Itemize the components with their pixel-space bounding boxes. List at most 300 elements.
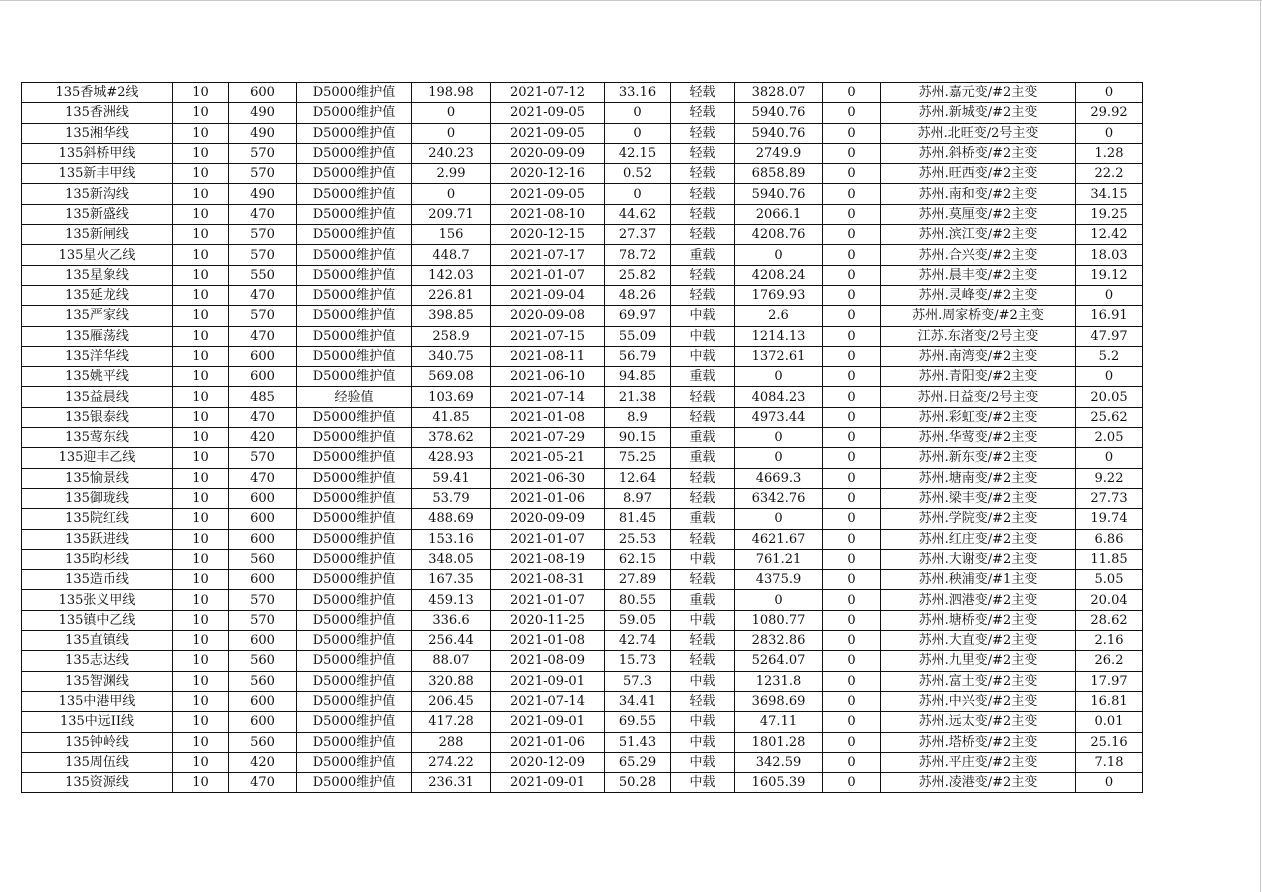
margin-cell: 5940.76 — [735, 123, 823, 143]
table-row — [22, 164, 1143, 184]
rated-current-cell: 470 — [229, 204, 297, 224]
transformer-cell: 苏州.华莺变/#2主变 — [881, 428, 1076, 448]
line-name-cell: 135智渊线 — [22, 671, 173, 691]
transformer-cell: 苏州.新城变/#2主变 — [881, 103, 1076, 123]
transformer-cell: 苏州.凌港变/#2主变 — [881, 773, 1076, 793]
load-status-cell: 轻载 — [671, 691, 735, 711]
current-value-cell: 0 — [412, 184, 491, 204]
table-row — [22, 468, 1143, 488]
date-cell: 2021-05-21 — [491, 448, 605, 468]
current-value-cell: 340.75 — [412, 346, 491, 366]
zero-cell: 0 — [823, 204, 881, 224]
voltage-cell: 10 — [173, 407, 229, 427]
line-name-cell: 135益晨线 — [22, 387, 173, 407]
rate-cell: 1.28 — [1076, 143, 1143, 163]
transformer-cell: 苏州.大直变/#2主变 — [881, 631, 1076, 651]
transformer-cell: 苏州.九里变/#2主变 — [881, 651, 1076, 671]
line-name-cell: 135迎丰乙线 — [22, 448, 173, 468]
line-name-cell: 135钟岭线 — [22, 732, 173, 752]
table-row — [22, 367, 1143, 387]
rate-cell: 28.62 — [1076, 610, 1143, 630]
date-cell: 2021-09-01 — [491, 773, 605, 793]
load-status-cell: 中载 — [671, 549, 735, 569]
rated-current-cell: 600 — [229, 346, 297, 366]
current-value-cell: 53.79 — [412, 488, 491, 508]
table-row — [22, 651, 1143, 671]
zero-cell: 0 — [823, 225, 881, 245]
zero-cell: 0 — [823, 590, 881, 610]
voltage-cell: 10 — [173, 651, 229, 671]
rate-cell: 34.15 — [1076, 184, 1143, 204]
zero-cell: 0 — [823, 306, 881, 326]
current-value-cell: 256.44 — [412, 631, 491, 651]
voltage-cell: 10 — [173, 326, 229, 346]
zero-cell: 0 — [823, 671, 881, 691]
rated-current-cell: 560 — [229, 651, 297, 671]
table-row — [22, 143, 1143, 163]
rated-current-cell: 550 — [229, 265, 297, 285]
zero-cell: 0 — [823, 428, 881, 448]
source-cell: 经验值 — [297, 387, 412, 407]
source-cell: D5000维护值 — [297, 428, 412, 448]
transformer-cell: 苏州.中兴变/#2主变 — [881, 691, 1076, 711]
transformer-cell: 苏州.青阳变/#2主变 — [881, 367, 1076, 387]
date-cell: 2020-11-25 — [491, 610, 605, 630]
zero-cell: 0 — [823, 143, 881, 163]
load-status-cell: 中载 — [671, 346, 735, 366]
voltage-cell: 10 — [173, 285, 229, 305]
zero-cell: 0 — [823, 549, 881, 569]
date-cell: 2021-09-01 — [491, 671, 605, 691]
load-status-cell: 重载 — [671, 448, 735, 468]
load-rate-cell: 50.28 — [605, 773, 671, 793]
date-cell: 2021-01-07 — [491, 265, 605, 285]
load-status-cell: 轻载 — [671, 631, 735, 651]
rate-cell: 2.16 — [1076, 631, 1143, 651]
line-name-cell: 135志达线 — [22, 651, 173, 671]
current-value-cell: 459.13 — [412, 590, 491, 610]
transformer-cell: 苏州.新东变/#2主变 — [881, 448, 1076, 468]
line-name-cell: 135香洲线 — [22, 103, 173, 123]
margin-cell: 5264.07 — [735, 651, 823, 671]
margin-cell: 1372.61 — [735, 346, 823, 366]
table-row — [22, 245, 1143, 265]
rate-cell: 2.05 — [1076, 428, 1143, 448]
rate-cell: 16.91 — [1076, 306, 1143, 326]
table-row — [22, 83, 1143, 103]
transformer-cell: 苏州.斜桥变/#2主变 — [881, 143, 1076, 163]
margin-cell: 761.21 — [735, 549, 823, 569]
rated-current-cell: 560 — [229, 671, 297, 691]
current-value-cell: 348.05 — [412, 549, 491, 569]
load-rate-cell: 25.82 — [605, 265, 671, 285]
current-value-cell: 226.81 — [412, 285, 491, 305]
load-rate-cell: 80.55 — [605, 590, 671, 610]
rate-cell: 19.12 — [1076, 265, 1143, 285]
load-rate-cell: 94.85 — [605, 367, 671, 387]
load-status-cell: 中载 — [671, 306, 735, 326]
load-status-cell: 轻载 — [671, 651, 735, 671]
transformer-cell: 苏州.塔桥变/#2主变 — [881, 732, 1076, 752]
table-row — [22, 184, 1143, 204]
margin-cell: 2066.1 — [735, 204, 823, 224]
load-rate-cell: 27.37 — [605, 225, 671, 245]
rate-cell: 25.62 — [1076, 407, 1143, 427]
line-name-cell: 135湘华线 — [22, 123, 173, 143]
source-cell: D5000维护值 — [297, 732, 412, 752]
source-cell: D5000维护值 — [297, 468, 412, 488]
table-row — [22, 773, 1143, 793]
load-rate-cell: 25.53 — [605, 529, 671, 549]
rate-cell: 19.74 — [1076, 509, 1143, 529]
table-row — [22, 428, 1143, 448]
date-cell: 2021-07-29 — [491, 428, 605, 448]
load-status-cell: 轻载 — [671, 488, 735, 508]
line-name-cell: 135愉景线 — [22, 468, 173, 488]
line-name-cell: 135新沟线 — [22, 184, 173, 204]
voltage-cell: 10 — [173, 610, 229, 630]
data-table — [21, 82, 1143, 793]
line-name-cell: 135姚平线 — [22, 367, 173, 387]
voltage-cell: 10 — [173, 184, 229, 204]
current-value-cell: 0 — [412, 123, 491, 143]
line-name-cell: 135银泰线 — [22, 407, 173, 427]
voltage-cell: 10 — [173, 590, 229, 610]
date-cell: 2021-08-09 — [491, 651, 605, 671]
source-cell: D5000维护值 — [297, 367, 412, 387]
load-status-cell: 轻载 — [671, 143, 735, 163]
margin-cell: 47.11 — [735, 712, 823, 732]
voltage-cell: 10 — [173, 712, 229, 732]
load-rate-cell: 51.43 — [605, 732, 671, 752]
source-cell: D5000维护值 — [297, 488, 412, 508]
source-cell: D5000维护值 — [297, 671, 412, 691]
line-name-cell: 135严家线 — [22, 306, 173, 326]
table-row — [22, 123, 1143, 143]
margin-cell: 1801.28 — [735, 732, 823, 752]
transformer-cell: 苏州.周家桥变/#2主变 — [881, 306, 1076, 326]
source-cell: D5000维护值 — [297, 549, 412, 569]
line-name-cell: 135镇中乙线 — [22, 610, 173, 630]
load-rate-cell: 55.09 — [605, 326, 671, 346]
load-status-cell: 轻载 — [671, 387, 735, 407]
date-cell: 2020-09-08 — [491, 306, 605, 326]
source-cell: D5000维护值 — [297, 204, 412, 224]
transformer-cell: 苏州.平庄变/#2主变 — [881, 752, 1076, 772]
load-rate-cell: 34.41 — [605, 691, 671, 711]
rate-cell: 12.42 — [1076, 225, 1143, 245]
load-status-cell: 中载 — [671, 671, 735, 691]
rated-current-cell: 485 — [229, 387, 297, 407]
zero-cell: 0 — [823, 570, 881, 590]
voltage-cell: 10 — [173, 570, 229, 590]
zero-cell: 0 — [823, 691, 881, 711]
rated-current-cell: 470 — [229, 773, 297, 793]
zero-cell: 0 — [823, 245, 881, 265]
date-cell: 2021-07-15 — [491, 326, 605, 346]
line-name-cell: 135斜桥甲线 — [22, 143, 173, 163]
voltage-cell: 10 — [173, 225, 229, 245]
margin-cell: 5940.76 — [735, 103, 823, 123]
source-cell: D5000维护值 — [297, 509, 412, 529]
load-status-cell: 重载 — [671, 590, 735, 610]
current-value-cell: 142.03 — [412, 265, 491, 285]
date-cell: 2021-07-14 — [491, 691, 605, 711]
rated-current-cell: 600 — [229, 488, 297, 508]
date-cell: 2021-08-31 — [491, 570, 605, 590]
voltage-cell: 10 — [173, 488, 229, 508]
source-cell: D5000维护值 — [297, 712, 412, 732]
line-name-cell: 135新丰甲线 — [22, 164, 173, 184]
source-cell: D5000维护值 — [297, 285, 412, 305]
rated-current-cell: 600 — [229, 367, 297, 387]
table-row — [22, 631, 1143, 651]
current-value-cell: 153.16 — [412, 529, 491, 549]
load-rate-cell: 8.97 — [605, 488, 671, 508]
current-value-cell: 41.85 — [412, 407, 491, 427]
table-row — [22, 610, 1143, 630]
date-cell: 2021-09-05 — [491, 123, 605, 143]
line-name-cell: 135跃进线 — [22, 529, 173, 549]
voltage-cell: 10 — [173, 549, 229, 569]
rate-cell: 27.73 — [1076, 488, 1143, 508]
table-row — [22, 671, 1143, 691]
table-row — [22, 529, 1143, 549]
margin-cell: 0 — [735, 448, 823, 468]
date-cell: 2021-01-07 — [491, 590, 605, 610]
margin-cell: 3698.69 — [735, 691, 823, 711]
rated-current-cell: 570 — [229, 164, 297, 184]
transformer-cell: 苏州.南和变/#2主变 — [881, 184, 1076, 204]
load-status-cell: 轻载 — [671, 184, 735, 204]
date-cell: 2020-12-16 — [491, 164, 605, 184]
margin-cell: 6342.76 — [735, 488, 823, 508]
source-cell: D5000维护值 — [297, 83, 412, 103]
source-cell: D5000维护值 — [297, 326, 412, 346]
rated-current-cell: 600 — [229, 509, 297, 529]
rate-cell: 6.86 — [1076, 529, 1143, 549]
rated-current-cell: 470 — [229, 407, 297, 427]
zero-cell: 0 — [823, 103, 881, 123]
voltage-cell: 10 — [173, 83, 229, 103]
table-row — [22, 387, 1143, 407]
voltage-cell: 10 — [173, 123, 229, 143]
load-status-cell: 重载 — [671, 428, 735, 448]
transformer-cell: 苏州.学院变/#2主变 — [881, 509, 1076, 529]
margin-cell: 4375.9 — [735, 570, 823, 590]
line-name-cell: 135新闸线 — [22, 225, 173, 245]
load-rate-cell: 90.15 — [605, 428, 671, 448]
line-name-cell: 135昀杉线 — [22, 549, 173, 569]
source-cell: D5000维护值 — [297, 407, 412, 427]
load-status-cell: 轻载 — [671, 570, 735, 590]
voltage-cell: 10 — [173, 631, 229, 651]
source-cell: D5000维护值 — [297, 570, 412, 590]
rate-cell: 0 — [1076, 285, 1143, 305]
transformer-cell: 江苏.东渚变/2号主变 — [881, 326, 1076, 346]
zero-cell: 0 — [823, 651, 881, 671]
current-value-cell: 156 — [412, 225, 491, 245]
zero-cell: 0 — [823, 387, 881, 407]
source-cell: D5000维护值 — [297, 631, 412, 651]
zero-cell: 0 — [823, 184, 881, 204]
source-cell: D5000维护值 — [297, 610, 412, 630]
load-status-cell: 重载 — [671, 245, 735, 265]
margin-cell: 0 — [735, 245, 823, 265]
source-cell: D5000维护值 — [297, 346, 412, 366]
voltage-cell: 10 — [173, 509, 229, 529]
table-row — [22, 407, 1143, 427]
source-cell: D5000维护值 — [297, 306, 412, 326]
source-cell: D5000维护值 — [297, 773, 412, 793]
load-status-cell: 轻载 — [671, 83, 735, 103]
load-rate-cell: 44.62 — [605, 204, 671, 224]
transformer-cell: 苏州.合兴变/#2主变 — [881, 245, 1076, 265]
current-value-cell: 206.45 — [412, 691, 491, 711]
current-value-cell: 209.71 — [412, 204, 491, 224]
source-cell: D5000维护值 — [297, 184, 412, 204]
date-cell: 2021-07-17 — [491, 245, 605, 265]
transformer-cell: 苏州.旺西变/#2主变 — [881, 164, 1076, 184]
date-cell: 2021-01-08 — [491, 407, 605, 427]
table-body — [22, 83, 1143, 793]
line-name-cell: 135星火乙线 — [22, 245, 173, 265]
zero-cell: 0 — [823, 448, 881, 468]
margin-cell: 4669.3 — [735, 468, 823, 488]
margin-cell: 5940.76 — [735, 184, 823, 204]
current-value-cell: 0 — [412, 103, 491, 123]
load-rate-cell: 0 — [605, 184, 671, 204]
zero-cell: 0 — [823, 83, 881, 103]
voltage-cell: 10 — [173, 773, 229, 793]
current-value-cell: 336.6 — [412, 610, 491, 630]
rate-cell: 5.2 — [1076, 346, 1143, 366]
transformer-cell: 苏州.日益变/2号主变 — [881, 387, 1076, 407]
rate-cell: 25.16 — [1076, 732, 1143, 752]
current-value-cell: 236.31 — [412, 773, 491, 793]
rate-cell: 0.01 — [1076, 712, 1143, 732]
line-name-cell: 135雁荡线 — [22, 326, 173, 346]
load-status-cell: 轻载 — [671, 164, 735, 184]
load-rate-cell: 15.73 — [605, 651, 671, 671]
rate-cell: 20.04 — [1076, 590, 1143, 610]
rated-current-cell: 470 — [229, 285, 297, 305]
rated-current-cell: 600 — [229, 712, 297, 732]
date-cell: 2021-07-12 — [491, 83, 605, 103]
current-value-cell: 320.88 — [412, 671, 491, 691]
line-name-cell: 135中远II线 — [22, 712, 173, 732]
date-cell: 2021-01-08 — [491, 631, 605, 651]
rate-cell: 0 — [1076, 448, 1143, 468]
load-status-cell: 中载 — [671, 712, 735, 732]
voltage-cell: 10 — [173, 691, 229, 711]
voltage-cell: 10 — [173, 732, 229, 752]
load-rate-cell: 57.3 — [605, 671, 671, 691]
rate-cell: 22.2 — [1076, 164, 1143, 184]
zero-cell: 0 — [823, 346, 881, 366]
load-rate-cell: 21.38 — [605, 387, 671, 407]
line-name-cell: 135新盛线 — [22, 204, 173, 224]
margin-cell: 2.6 — [735, 306, 823, 326]
table-row — [22, 285, 1143, 305]
voltage-cell: 10 — [173, 164, 229, 184]
rate-cell: 26.2 — [1076, 651, 1143, 671]
rated-current-cell: 600 — [229, 529, 297, 549]
voltage-cell: 10 — [173, 103, 229, 123]
load-status-cell: 重载 — [671, 509, 735, 529]
source-cell: D5000维护值 — [297, 752, 412, 772]
voltage-cell: 10 — [173, 245, 229, 265]
date-cell: 2021-09-05 — [491, 184, 605, 204]
current-value-cell: 198.98 — [412, 83, 491, 103]
current-value-cell: 103.69 — [412, 387, 491, 407]
voltage-cell: 10 — [173, 367, 229, 387]
margin-cell: 342.59 — [735, 752, 823, 772]
line-name-cell: 135延龙线 — [22, 285, 173, 305]
zero-cell: 0 — [823, 407, 881, 427]
date-cell: 2021-08-19 — [491, 549, 605, 569]
voltage-cell: 10 — [173, 265, 229, 285]
rated-current-cell: 570 — [229, 590, 297, 610]
rated-current-cell: 570 — [229, 610, 297, 630]
source-cell: D5000维护值 — [297, 123, 412, 143]
transformer-cell: 苏州.塘南变/#2主变 — [881, 468, 1076, 488]
load-rate-cell: 27.89 — [605, 570, 671, 590]
zero-cell: 0 — [823, 468, 881, 488]
voltage-cell: 10 — [173, 428, 229, 448]
table-row — [22, 326, 1143, 346]
transformer-cell: 苏州.嘉元变/#2主变 — [881, 83, 1076, 103]
table-row — [22, 509, 1143, 529]
transformer-cell: 苏州.大谢变/#2主变 — [881, 549, 1076, 569]
load-status-cell: 轻载 — [671, 225, 735, 245]
voltage-cell: 10 — [173, 671, 229, 691]
rate-cell: 5.05 — [1076, 570, 1143, 590]
load-rate-cell: 78.72 — [605, 245, 671, 265]
zero-cell: 0 — [823, 529, 881, 549]
load-status-cell: 中载 — [671, 773, 735, 793]
current-value-cell: 2.99 — [412, 164, 491, 184]
margin-cell: 4621.67 — [735, 529, 823, 549]
rated-current-cell: 560 — [229, 549, 297, 569]
line-name-cell: 135直镇线 — [22, 631, 173, 651]
date-cell: 2021-01-06 — [491, 488, 605, 508]
load-status-cell: 中载 — [671, 326, 735, 346]
transformer-cell: 苏州.北旺变/2号主变 — [881, 123, 1076, 143]
load-status-cell: 轻载 — [671, 123, 735, 143]
date-cell: 2021-09-01 — [491, 712, 605, 732]
load-rate-cell: 42.15 — [605, 143, 671, 163]
load-status-cell: 中载 — [671, 610, 735, 630]
load-rate-cell: 12.64 — [605, 468, 671, 488]
current-value-cell: 258.9 — [412, 326, 491, 346]
date-cell: 2020-12-15 — [491, 225, 605, 245]
table-row — [22, 225, 1143, 245]
load-rate-cell: 33.16 — [605, 83, 671, 103]
margin-cell: 0 — [735, 428, 823, 448]
line-name-cell: 135星象线 — [22, 265, 173, 285]
load-rate-cell: 62.15 — [605, 549, 671, 569]
rate-cell: 0 — [1076, 83, 1143, 103]
rated-current-cell: 490 — [229, 184, 297, 204]
margin-cell: 4208.24 — [735, 265, 823, 285]
current-value-cell: 428.93 — [412, 448, 491, 468]
rate-cell: 7.18 — [1076, 752, 1143, 772]
margin-cell: 4084.23 — [735, 387, 823, 407]
load-status-cell: 轻载 — [671, 529, 735, 549]
margin-cell: 1769.93 — [735, 285, 823, 305]
zero-cell: 0 — [823, 326, 881, 346]
